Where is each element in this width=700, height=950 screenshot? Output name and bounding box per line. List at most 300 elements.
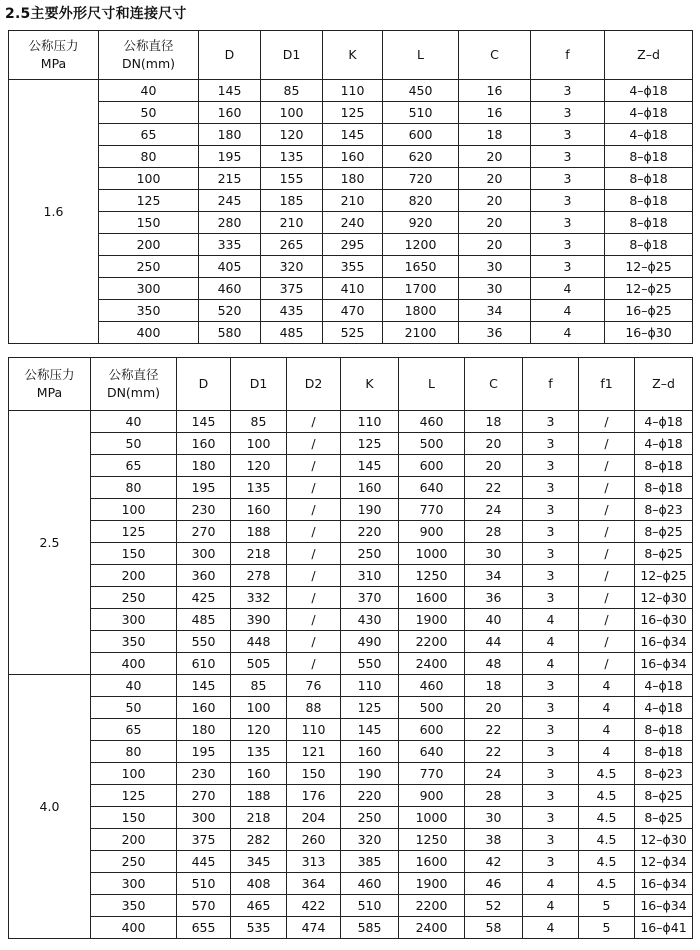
table-cell: 355 — [323, 256, 383, 278]
table-cell: 3 — [523, 499, 579, 521]
table-cell: 900 — [399, 521, 465, 543]
column-header — [9, 358, 91, 411]
table-cell: 18 — [459, 124, 531, 146]
table-cell: 20 — [459, 190, 531, 212]
table-cell: 8–ϕ18 — [605, 146, 693, 168]
table-cell: 195 — [199, 146, 261, 168]
column-header — [531, 31, 605, 80]
table-cell: 8–ϕ25 — [635, 785, 693, 807]
table-cell: 460 — [341, 873, 399, 895]
column-header-label: L — [428, 376, 435, 391]
column-header-unit: DN(mm) — [106, 385, 161, 400]
section-title: 2.5主要外形尺寸和连接尺寸 — [5, 6, 187, 22]
table-cell: 8–ϕ18 — [635, 741, 693, 763]
table-cell: 50 — [99, 102, 199, 124]
table-cell: 4 — [579, 675, 635, 697]
table-cell: 135 — [231, 741, 287, 763]
table-cell: 4 — [579, 697, 635, 719]
column-header-label: D — [198, 376, 209, 391]
table-cell: 20 — [459, 146, 531, 168]
table-cell: 400 — [91, 653, 177, 675]
table-cell: 640 — [399, 477, 465, 499]
table-cell: 260 — [287, 829, 341, 851]
table-cell: 1800 — [383, 300, 459, 322]
table-cell: 400 — [91, 917, 177, 939]
table-cell: 76 — [287, 675, 341, 697]
table-cell: 3 — [523, 675, 579, 697]
table-cell: 5 — [579, 917, 635, 939]
table-cell: 200 — [91, 565, 177, 587]
table-cell: 610 — [177, 653, 231, 675]
table-cell: / — [287, 587, 341, 609]
table-cell: 125 — [341, 697, 399, 719]
table-cell: 145 — [199, 80, 261, 102]
table-cell: 400 — [99, 322, 199, 344]
table-cell: 460 — [199, 278, 261, 300]
table-row — [9, 741, 693, 763]
table-row — [9, 455, 693, 477]
table-cell: 230 — [177, 763, 231, 785]
table-cell: 16–ϕ25 — [605, 300, 693, 322]
table-cell: 121 — [287, 741, 341, 763]
table-cell: 120 — [231, 455, 287, 477]
table-cell: 435 — [261, 300, 323, 322]
table-cell: 120 — [231, 719, 287, 741]
table-cell: 345 — [231, 851, 287, 873]
table-cell: 28 — [465, 521, 523, 543]
table-row — [9, 587, 693, 609]
table-cell: / — [287, 565, 341, 587]
table-row — [9, 190, 693, 212]
column-header — [465, 358, 523, 411]
table-cell: 375 — [261, 278, 323, 300]
column-header — [177, 358, 231, 411]
table-cell: 1250 — [399, 829, 465, 851]
table-cell: 125 — [91, 521, 177, 543]
column-header-label: K — [365, 376, 374, 391]
table-cell: 125 — [341, 433, 399, 455]
dimensions-table-pn16 — [8, 30, 693, 344]
table-cell: 2400 — [399, 917, 465, 939]
column-header-label: D1 — [249, 376, 268, 391]
table-cell: 180 — [199, 124, 261, 146]
table-cell: 145 — [341, 455, 399, 477]
table-cell: 4–ϕ18 — [605, 80, 693, 102]
table-cell: 204 — [287, 807, 341, 829]
table-cell: 3 — [523, 807, 579, 829]
table-row — [9, 895, 693, 917]
table-row — [9, 521, 693, 543]
column-header — [399, 358, 465, 411]
table-cell: 16–ϕ34 — [635, 895, 693, 917]
table-cell: 36 — [459, 322, 531, 344]
table-row — [9, 675, 693, 697]
table-row — [9, 785, 693, 807]
table-cell: 8–ϕ18 — [605, 190, 693, 212]
table-cell: 300 — [99, 278, 199, 300]
table-cell: 135 — [261, 146, 323, 168]
table-cell: 8–ϕ18 — [605, 212, 693, 234]
table-cell: 465 — [231, 895, 287, 917]
table-row — [9, 829, 693, 851]
column-header-label: K — [348, 47, 357, 62]
column-header — [199, 31, 261, 80]
table-cell: 16–ϕ34 — [635, 653, 693, 675]
table-cell: 2200 — [399, 895, 465, 917]
table-cell: 500 — [399, 433, 465, 455]
table-row — [9, 499, 693, 521]
table-cell: 20 — [459, 212, 531, 234]
table-cell: 125 — [99, 190, 199, 212]
table-cell: 34 — [459, 300, 531, 322]
table-cell: 350 — [99, 300, 199, 322]
table-row — [9, 102, 693, 124]
table-cell: 200 — [91, 829, 177, 851]
column-header-label: 公称压力 — [28, 38, 79, 53]
table-cell: 16–ϕ34 — [635, 631, 693, 653]
table-cell: 145 — [323, 124, 383, 146]
table-row — [9, 278, 693, 300]
table-cell: 620 — [383, 146, 459, 168]
table-cell: 85 — [261, 80, 323, 102]
table-cell: 510 — [177, 873, 231, 895]
table-cell: 42 — [465, 851, 523, 873]
table-cell: 520 — [199, 300, 261, 322]
table-cell: 510 — [341, 895, 399, 917]
table-cell: 185 — [261, 190, 323, 212]
table-cell: 65 — [91, 719, 177, 741]
table-cell: / — [579, 477, 635, 499]
table-cell: 100 — [91, 499, 177, 521]
column-header — [635, 358, 693, 411]
column-header-label: 公称直径 — [123, 38, 174, 53]
table-cell: 4 — [523, 917, 579, 939]
table-cell: / — [579, 455, 635, 477]
table-cell: 12–ϕ34 — [635, 851, 693, 873]
table-cell: 250 — [91, 587, 177, 609]
column-header-label: f — [548, 376, 553, 391]
table-cell: 160 — [177, 433, 231, 455]
table-cell: 85 — [231, 675, 287, 697]
table-cell: 3 — [523, 763, 579, 785]
table-row — [9, 631, 693, 653]
table-cell: 46 — [465, 873, 523, 895]
table-cell: 3 — [523, 477, 579, 499]
table-cell: 12–ϕ25 — [605, 278, 693, 300]
table-cell: 8–ϕ25 — [635, 807, 693, 829]
table-cell: 3 — [523, 455, 579, 477]
table-cell: 20 — [459, 168, 531, 190]
pressure-cell: 4.0 — [9, 675, 91, 939]
table-cell: 3 — [523, 851, 579, 873]
table-cell: 16–ϕ41 — [635, 917, 693, 939]
table-cell: 8–ϕ18 — [635, 477, 693, 499]
table-cell: 8–ϕ18 — [605, 234, 693, 256]
table-cell: / — [579, 499, 635, 521]
table-cell: 8–ϕ18 — [635, 719, 693, 741]
table-cell: 20 — [459, 234, 531, 256]
pressure-cell: 1.6 — [9, 80, 99, 344]
table-cell: 4–ϕ18 — [635, 675, 693, 697]
table-cell: 820 — [383, 190, 459, 212]
column-header — [231, 358, 287, 411]
table-cell: 1600 — [399, 851, 465, 873]
table-cell: 445 — [177, 851, 231, 873]
table-cell: 720 — [383, 168, 459, 190]
column-header-label: L — [417, 47, 424, 62]
table-cell: 278 — [231, 565, 287, 587]
table-cell: 48 — [465, 653, 523, 675]
table-cell: 160 — [231, 499, 287, 521]
table-cell: 770 — [399, 499, 465, 521]
table-cell: 4–ϕ18 — [605, 102, 693, 124]
table-cell: 5 — [579, 895, 635, 917]
table-cell: 20 — [465, 697, 523, 719]
table-cell: 485 — [177, 609, 231, 631]
table-cell: 270 — [177, 521, 231, 543]
table-cell: 16 — [459, 80, 531, 102]
table-cell: 30 — [459, 278, 531, 300]
table-cell: 550 — [341, 653, 399, 675]
table-cell: 1000 — [399, 543, 465, 565]
column-header-unit: DN(mm) — [121, 56, 176, 71]
table-row — [9, 124, 693, 146]
column-header — [523, 358, 579, 411]
column-header — [287, 358, 341, 411]
table-cell: 270 — [177, 785, 231, 807]
column-header-label: f — [565, 47, 570, 62]
table-cell: 8–ϕ18 — [635, 455, 693, 477]
table-row — [9, 653, 693, 675]
table-cell: 20 — [465, 433, 523, 455]
column-header-label: Z–d — [637, 47, 660, 62]
table-cell: 1900 — [399, 873, 465, 895]
column-header — [459, 31, 531, 80]
table-cell: 470 — [323, 300, 383, 322]
table-row — [9, 873, 693, 895]
table-cell: 4.5 — [579, 851, 635, 873]
table-cell: 18 — [465, 411, 523, 433]
table-cell: 40 — [465, 609, 523, 631]
table-cell: 145 — [341, 719, 399, 741]
table-cell: 3 — [523, 565, 579, 587]
table-cell: 16 — [459, 102, 531, 124]
table-cell: 8–ϕ18 — [605, 168, 693, 190]
table-cell: 30 — [465, 543, 523, 565]
table-cell: 3 — [523, 543, 579, 565]
table-cell: 3 — [523, 719, 579, 741]
table-cell: 1900 — [399, 609, 465, 631]
table-cell: / — [579, 521, 635, 543]
table-cell: 600 — [383, 124, 459, 146]
table-cell: 280 — [199, 212, 261, 234]
table-cell: 4.5 — [579, 829, 635, 851]
table-cell: 265 — [261, 234, 323, 256]
table-cell: 490 — [341, 631, 399, 653]
table-cell: 24 — [465, 499, 523, 521]
table-cell: 240 — [323, 212, 383, 234]
table-cell: 50 — [91, 697, 177, 719]
table-cell: 22 — [465, 719, 523, 741]
table-cell: 12–ϕ30 — [635, 829, 693, 851]
table-cell: 4.5 — [579, 763, 635, 785]
table-cell: 155 — [261, 168, 323, 190]
table-cell: 640 — [399, 741, 465, 763]
table-cell: 44 — [465, 631, 523, 653]
column-header-unit: MPa — [40, 56, 67, 71]
table-cell: 4–ϕ18 — [635, 411, 693, 433]
table-cell: 4 — [531, 300, 605, 322]
table-cell: 40 — [99, 80, 199, 102]
table-cell: 188 — [231, 521, 287, 543]
table-cell: 360 — [177, 565, 231, 587]
table-row — [9, 411, 693, 433]
table-cell: / — [579, 587, 635, 609]
table-cell: 80 — [91, 741, 177, 763]
table-cell: 4 — [579, 719, 635, 741]
table-cell: 195 — [177, 477, 231, 499]
column-header — [605, 31, 693, 80]
table-cell: 3 — [531, 102, 605, 124]
table-cell: 300 — [177, 543, 231, 565]
column-header — [91, 358, 177, 411]
table-cell: 8–ϕ23 — [635, 499, 693, 521]
table-cell: 370 — [341, 587, 399, 609]
table-cell: 4–ϕ18 — [635, 433, 693, 455]
table-cell: 28 — [465, 785, 523, 807]
table-cell: / — [287, 433, 341, 455]
table-cell: 410 — [323, 278, 383, 300]
table-cell: 215 — [199, 168, 261, 190]
table-cell: 1200 — [383, 234, 459, 256]
table-cell: 16–ϕ34 — [635, 873, 693, 895]
table-cell: 375 — [177, 829, 231, 851]
column-header-label: Z–d — [652, 376, 675, 391]
table-cell: 320 — [341, 829, 399, 851]
table-cell: 40 — [91, 411, 177, 433]
table-cell: 425 — [177, 587, 231, 609]
table-cell: 20 — [465, 455, 523, 477]
table-cell: 474 — [287, 917, 341, 939]
table-cell: 16–ϕ30 — [635, 609, 693, 631]
column-header — [99, 31, 199, 80]
table-cell: 52 — [465, 895, 523, 917]
table-cell: 525 — [323, 322, 383, 344]
table-cell: 460 — [399, 411, 465, 433]
table-cell: 3 — [523, 741, 579, 763]
table-cell: 332 — [231, 587, 287, 609]
table-cell: 2400 — [399, 653, 465, 675]
table-row — [9, 807, 693, 829]
column-header-label: 公称压力 — [24, 367, 75, 382]
column-header-label: C — [490, 47, 499, 62]
table-cell: 160 — [177, 697, 231, 719]
table-cell: 510 — [383, 102, 459, 124]
table-cell: 250 — [91, 851, 177, 873]
table-cell: / — [287, 631, 341, 653]
table-cell: 4 — [531, 322, 605, 344]
table-cell: 364 — [287, 873, 341, 895]
table-cell: 180 — [177, 719, 231, 741]
column-header-label: D1 — [282, 47, 301, 62]
table-cell: 160 — [341, 477, 399, 499]
table-row — [9, 477, 693, 499]
table-cell: 125 — [323, 102, 383, 124]
table-cell: 460 — [399, 675, 465, 697]
table-row — [9, 697, 693, 719]
table-cell: 100 — [261, 102, 323, 124]
table-cell: 1700 — [383, 278, 459, 300]
table-cell: 2200 — [399, 631, 465, 653]
table-cell: 210 — [261, 212, 323, 234]
column-header — [341, 358, 399, 411]
table-cell: 4.5 — [579, 785, 635, 807]
table-cell: 770 — [399, 763, 465, 785]
table-cell: 24 — [465, 763, 523, 785]
column-header — [579, 358, 635, 411]
table-cell: 448 — [231, 631, 287, 653]
table-cell: 4.5 — [579, 873, 635, 895]
table-cell: 422 — [287, 895, 341, 917]
table-cell: 150 — [91, 543, 177, 565]
table-cell: / — [287, 411, 341, 433]
dimensions-table-pn25-pn40 — [8, 357, 693, 939]
table-cell: / — [287, 543, 341, 565]
table-cell: 3 — [523, 829, 579, 851]
table-cell: 535 — [231, 917, 287, 939]
table-cell: 8–ϕ23 — [635, 763, 693, 785]
table-row — [9, 146, 693, 168]
table-cell: / — [287, 653, 341, 675]
table-cell: 180 — [323, 168, 383, 190]
table-cell: 385 — [341, 851, 399, 873]
table-cell: 405 — [199, 256, 261, 278]
table-cell: 300 — [91, 873, 177, 895]
table-cell: 110 — [341, 675, 399, 697]
column-header-label: D2 — [304, 376, 323, 391]
table-cell: 120 — [261, 124, 323, 146]
table-cell: 88 — [287, 697, 341, 719]
table-cell: 1650 — [383, 256, 459, 278]
table-cell: 313 — [287, 851, 341, 873]
table-cell: 200 — [99, 234, 199, 256]
table-cell: 110 — [323, 80, 383, 102]
table-cell: 80 — [91, 477, 177, 499]
column-header-unit: MPa — [36, 385, 63, 400]
table-row — [9, 719, 693, 741]
column-header — [383, 31, 459, 80]
table-cell: 195 — [177, 741, 231, 763]
table-cell: 30 — [465, 807, 523, 829]
table-cell: 245 — [199, 190, 261, 212]
table-cell: / — [287, 477, 341, 499]
table-cell: 3 — [531, 256, 605, 278]
table-cell: 135 — [231, 477, 287, 499]
table-row — [9, 917, 693, 939]
table-cell: / — [287, 609, 341, 631]
table-cell: 3 — [531, 80, 605, 102]
table-cell: 430 — [341, 609, 399, 631]
table-cell: / — [579, 411, 635, 433]
table-cell: / — [579, 631, 635, 653]
table-row — [9, 565, 693, 587]
table-cell: 320 — [261, 256, 323, 278]
table-cell: 190 — [341, 499, 399, 521]
table-cell: 570 — [177, 895, 231, 917]
table-row — [9, 212, 693, 234]
table-cell: 145 — [177, 411, 231, 433]
table-row — [9, 851, 693, 873]
